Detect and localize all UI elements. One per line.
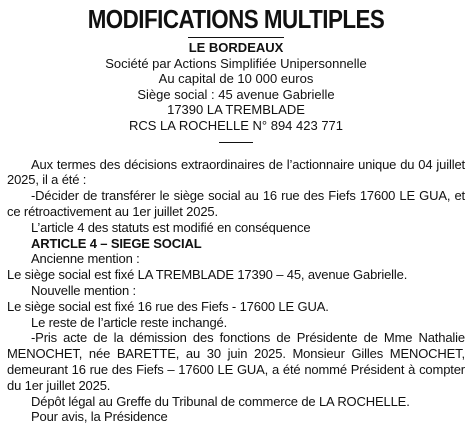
company-capital: Au capital de 10 000 euros [158, 71, 314, 87]
company-rcs: RCS LA ROCHELLE N° 894 423 771 [128, 117, 344, 133]
title-divider [188, 37, 284, 38]
old-mention-label: Ancienne mention : [31, 251, 140, 267]
decision-transfer: -Décider de transférer le siège social au 16 rue des Fiefs 17600 LE GUA, et ce rétroactivement au 1er juillet 2025. [7, 188, 465, 219]
company-seat: Siège social : 45 avenue Gabrielle [137, 86, 335, 102]
notice-body [7, 157, 465, 425]
company-name: LE BORDEAUX [188, 40, 284, 55]
article-modified-note: L’article 4 des statuts est modifié en conséquence [31, 219, 311, 235]
filing-note: Dépôt légal au Greffe du Tribunal de commerce de LA ROCHELLE. [31, 393, 410, 409]
new-mention-text: Le siège social est fixé 16 rue des Fiefs - 17600 LE GUA. [7, 298, 329, 314]
notice-title: MODIFICATIONS MULTIPLES [87, 4, 385, 34]
intro-paragraph: Aux termes des décisions extraordinaires de l’actionnaire unique du 04 juillet 2025, il a été : [7, 156, 465, 188]
signature: Pour avis, la Présidence [31, 409, 168, 425]
article-heading: ARTICLE 4 – SIEGE SOCIAL [31, 235, 202, 251]
company-city: 17390 LA TREMBLADE [167, 102, 305, 118]
decision-resignation: -Pris acte de la démission des fonctions de Présidente de Mme Nathalie MENOCHET, née BARETTE, au 30 juin 2025. Monsieur Gilles MENOCHET, demeurant 16 rue des Fiefs – 17600 LE GUA, a été nommé Président à compter du 1er juillet 2025. [7, 330, 465, 393]
old-mention-text: Le siège social est fixé LA TREMBLADE 17390 – 45, avenue Gabrielle. [7, 267, 408, 283]
new-mention-label: Nouvelle mention : [31, 282, 136, 298]
company-block [7, 40, 465, 134]
rest-unchanged-note: Le reste de l’article reste inchangé. [31, 314, 228, 330]
company-divider [219, 142, 253, 143]
company-form: Société par Actions Simplifiée Unipersonnelle [105, 55, 367, 71]
